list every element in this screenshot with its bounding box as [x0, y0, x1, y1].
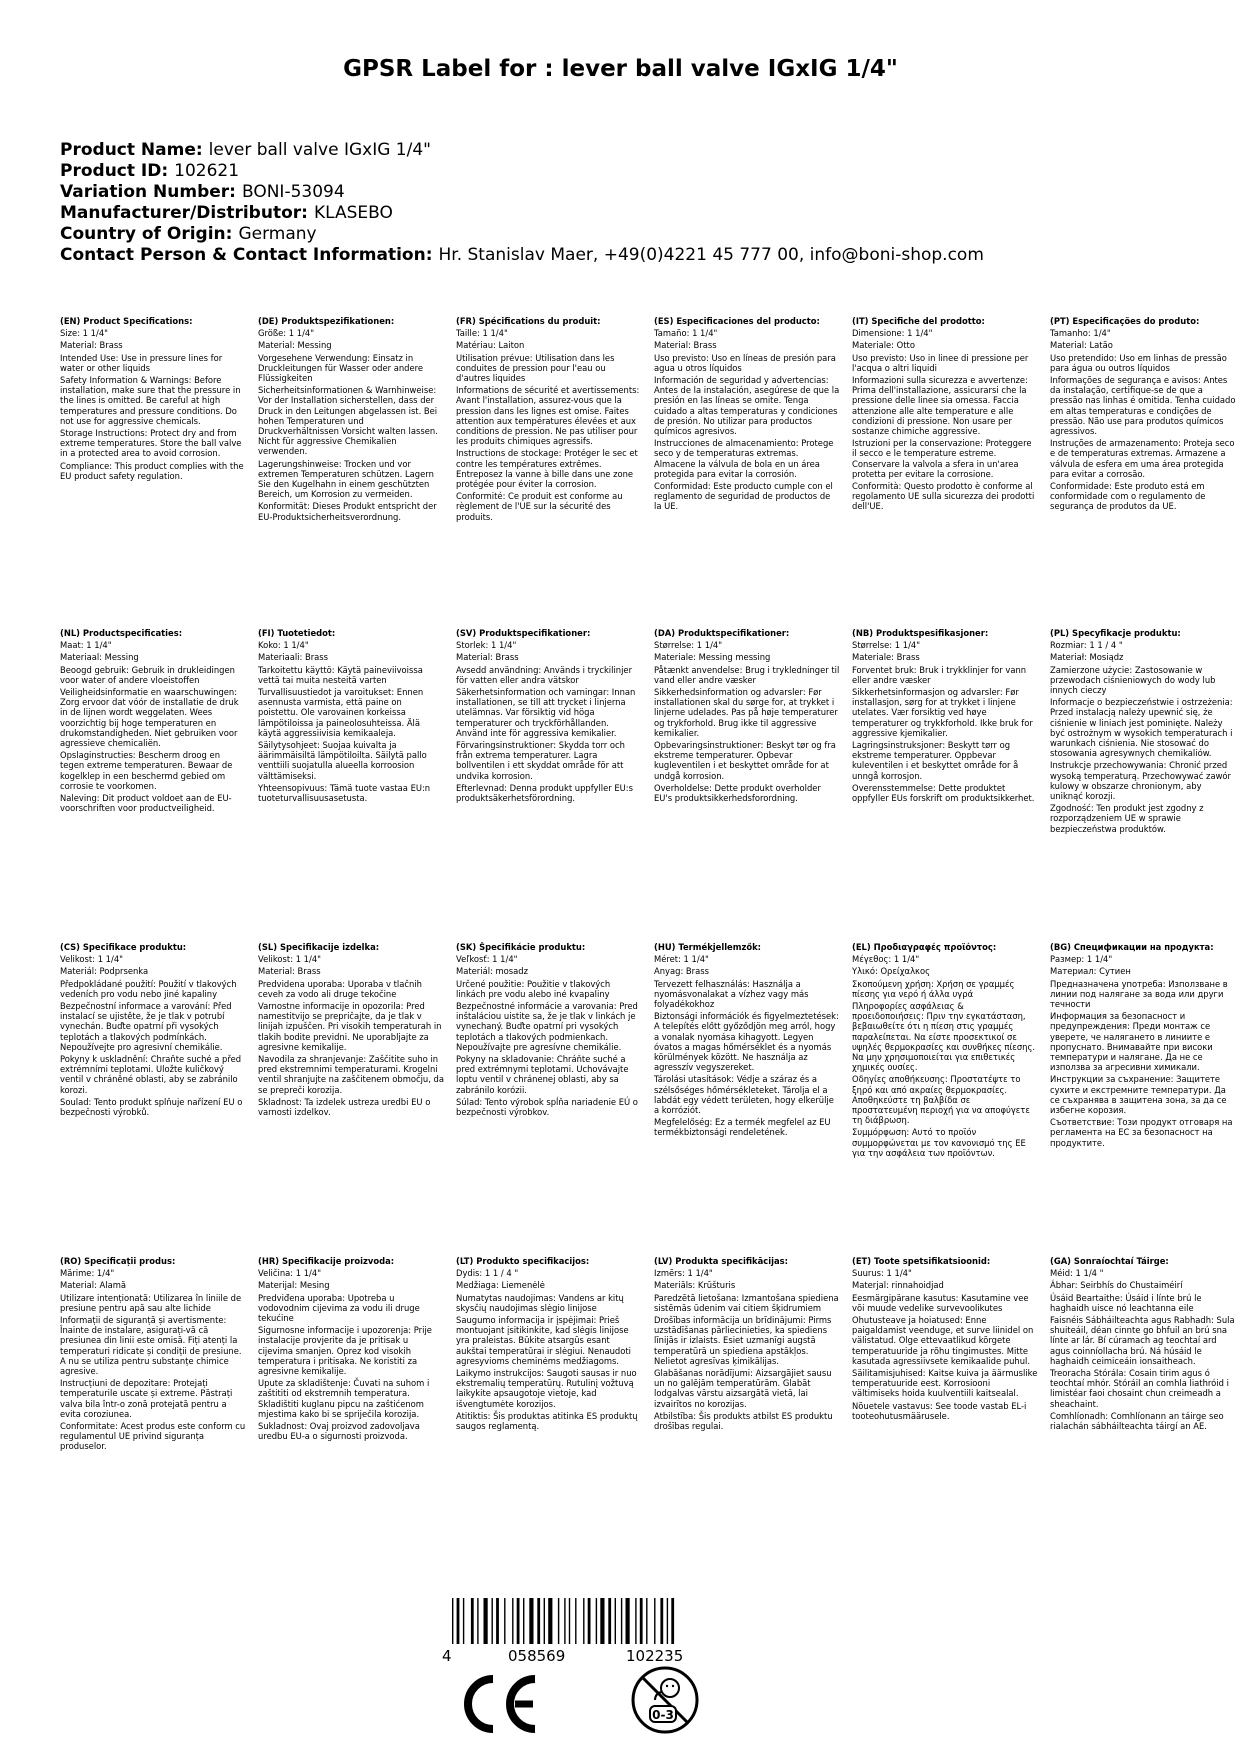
contact-row	[60, 245, 984, 266]
spec-line: Размер: 1 1/4"	[1050, 954, 1113, 965]
age-warning-svg	[630, 1664, 700, 1736]
product-id-row	[60, 161, 984, 182]
spec-block	[60, 942, 258, 1256]
spec-heading: (SV) Produktspecifikationer:	[456, 628, 591, 638]
spec-line: Zgodność: Ten produkt jest zgodny z rozporządzeniem UE w sprawie bezpieczeństwa produktów.	[1050, 803, 1204, 834]
spec-line: Intended Use: Use in pressure lines for water or other liquids	[60, 352, 223, 373]
spec-line: Предназначена употреба: Използване в линии под налягане за вода или други течности	[1050, 978, 1228, 1010]
spec-line: Varnostne informacije in opozorila: Pred namestitvijo se prepričajte, da je tlak v linijah izpuščen. Pri visokih temperaturah in tlakih bodite previdni. Ne uporabljajte za agresivne kemikalije.	[258, 1001, 442, 1052]
spec-line: Tarkoitettu käyttö: Käytä paineviivoissa vettä tai muita nesteitä varten	[258, 664, 423, 685]
spec-line: Conformitate: Acest produs este conform cu regulamentul UE privind siguranța produselor.	[60, 1421, 246, 1452]
spec-line: Nõuetele vastavus: See toode vastab EL-i tooteohutusmäärusele.	[852, 1400, 1027, 1421]
spec-line: Matériau: Laiton	[456, 340, 525, 351]
barcode-digits-left: 058569	[508, 1647, 566, 1665]
spec-line: Dimensione: 1 1/4"	[852, 328, 933, 339]
spec-heading: (HU) Termékjellemzők:	[654, 942, 762, 952]
specifications-grid	[60, 316, 1240, 1586]
spec-heading: (BG) Спецификации на продукта:	[1050, 942, 1214, 952]
spec-line: Size: 1 1/4"	[60, 328, 108, 339]
country-of-origin-row	[60, 224, 984, 245]
spec-block	[258, 316, 456, 628]
spec-line: Medžiaga: Liemenėlė	[456, 1280, 545, 1291]
spec-line: Beoogd gebruik: Gebruik in drukleidingen voor water of andere vloeistoffen	[60, 664, 235, 685]
product-info	[60, 140, 984, 266]
spec-block	[654, 316, 852, 628]
spec-line: Materiál: mosadz	[456, 966, 528, 977]
barcode-bar	[583, 1598, 584, 1644]
spec-block	[852, 316, 1050, 628]
spec-line: Atitiktis: Šis produktas atitinka ES produktų saugos reglamentą.	[456, 1410, 638, 1432]
info-value: Germany	[238, 224, 317, 244]
spec-line: Skladnost: Ta izdelek ustreza uredbi EU o varnosti izdelkov.	[258, 1096, 431, 1118]
spec-line: Ábhar: Seirbhís do Chustaiméirí	[1050, 1280, 1183, 1291]
spec-line: Instruções de armazenamento: Proteja seco e de temperaturas extremas. Armazene a válvula de esfera em uma área protegida para evitar a corrosão.	[1050, 438, 1235, 479]
barcode-bar	[635, 1598, 636, 1644]
spec-line: Compliance: This product complies with the EU product safety regulation.	[60, 460, 244, 481]
spec-line: Conformità: Questo prodotto è conforme al regolamento UE sulla sicurezza dei prodotti dell'UE.	[852, 481, 1035, 512]
spec-heading: (LV) Produkta specifikācijas:	[654, 1256, 788, 1266]
spec-line: Säkerhetsinformation och varningar: Innan installationen, se till att trycket i linjerna utelämnas. Var försiktig vid höga temperaturer och tryckförhållanden. Använd inte för aggressiva kemikalier.	[456, 687, 636, 738]
spec-line: Συμμόρφωση: Αυτό το προϊόν συμμορφώνεται με τον κανονισμό της ΕΕ για την ασφάλεια των προϊόντων.	[852, 1127, 1026, 1158]
spec-line: Uso previsto: Uso en líneas de presión para agua u otros líquidos	[654, 352, 836, 373]
barcode-bar	[548, 1598, 552, 1644]
variation-number-row	[60, 182, 984, 203]
barcode-bar	[512, 1598, 513, 1644]
barcode-bar	[596, 1598, 597, 1644]
product-name-row	[60, 140, 984, 161]
spec-line: Méid: 1 1/4 "	[1050, 1268, 1104, 1279]
spec-line: Υλικό: Ορείχαλκος	[852, 966, 931, 977]
spec-line: Soulad: Tento produkt splňuje nařízení EU o bezpečnosti výrobků.	[60, 1096, 243, 1118]
spec-line: Material: Latão	[1050, 340, 1113, 351]
page-title: GPSR Label for : lever ball valve IGxIG 1/4"	[343, 56, 898, 82]
spec-line: Съответствие: Този продукт отговаря на регламента на ЕС за безопасност на продуктите.	[1050, 1117, 1233, 1148]
barcode-bar	[608, 1598, 611, 1644]
spec-line: Material: Messing	[258, 340, 332, 351]
spec-line: Instrukcje przechowywania: Chronić przed wysoką temperaturą. Przechowywać zawór kulowy w obszarze chronionym, aby uniknąć korozji.	[1050, 760, 1231, 802]
spec-line: Anyag: Brass	[654, 966, 709, 977]
spec-block	[1050, 1256, 1241, 1586]
spec-line: Material: Brass	[654, 340, 717, 351]
spec-line: Sigurnosne informacije i upozorenja: Prije instalacije provjerite da je pritisak u cijevima smanjen. Oprez kod visokih temperatura i pritisaka. Ne koristiti za agresivne kemikalije.	[258, 1325, 432, 1377]
barcode-bar	[660, 1598, 663, 1644]
barcode-bar	[477, 1598, 478, 1644]
spec-line: Dydis: 1 1 / 4 "	[456, 1268, 519, 1279]
manufacturer-row	[60, 203, 984, 224]
barcode-bar	[588, 1598, 591, 1644]
barcode-bar	[471, 1598, 474, 1644]
spec-line: Turvallisuustiedot ja varoitukset: Ennen asennusta varmista, että paine on poistettu. Ole varovainen korkeissa lämpötiloissa ja paineolosuhteissa. Älä käytä aggressiivisia kemikaaleja.	[258, 687, 424, 738]
spec-line: Atbilstība: Šis produkts atbilst ES produktu drošības regulai.	[654, 1410, 833, 1432]
spec-heading: (IT) Specifiche del prodotto:	[852, 316, 985, 326]
spec-heading: (FI) Tuotetiedot:	[258, 628, 336, 638]
spec-line: Overholdelse: Dette produkt overholder EU's produktsikkerhedsforordning.	[654, 782, 821, 804]
barcode	[440, 1598, 760, 1665]
spec-line: Μέγεθος: 1 1/4"	[852, 954, 920, 965]
spec-heading: (DE) Produktspezifikationen:	[258, 316, 395, 326]
spec-line: Maat: 1 1/4"	[60, 640, 112, 651]
spec-line: Predviđena uporaba: Upotreba u vodovodnim cijevima za vodu ili druge tekućine	[258, 1292, 420, 1324]
spec-line: Material: Brass	[456, 652, 519, 663]
spec-line: Ohutusteave ja hoiatused: Enne paigaldamist veenduge, et surve liinidel on välistatud. Olge ettevaatlikud kõrgete temperatuuride ja rõhu tingimustes. Mitte kasutada agressiivsete kemikaalide puhul.	[852, 1315, 1034, 1366]
spec-line: Laikymo instrukcijos: Saugoti sausas ir nuo ekstremalių temperatūrų. Rutulinį vožtuvą laikykite apsaugotoje vietoje, kad išvengtumėte korozijos.	[456, 1368, 637, 1409]
barcode-bar	[484, 1598, 488, 1644]
spec-line: Tamaño: 1 1/4"	[654, 328, 718, 339]
spec-line: Utilisation prévue: Utilisation dans les conduites de pression pour l'eau ou d'autres liquides	[456, 352, 615, 384]
barcode-bar	[667, 1598, 668, 1644]
spec-line: Informations de sécurité et avertissements: Avant l'installation, assurez-vous que la pression dans les lignes est omise. Faites attention aux températures élevées et aux conditions de pression. Ne pas utiliser pour les produits chimiques agressifs.	[456, 385, 640, 447]
age-warning-icon	[630, 1664, 700, 1740]
spec-line: Informacje o bezpieczeństwie i ostrzeżenia: Przed instalacją należy upewnić się, że ciśnienie w liniach jest pominięte. Należy być ostrożnym w wysokich temperaturach i warunkach ciśnienia. Nie stosować do stosowania agresywnych chemikaliów.	[1050, 697, 1233, 759]
spec-block	[456, 316, 654, 628]
spec-line: Tervezett felhasználás: Használja a nyomásvonalakat a vízhez vagy más folyadékokhoz	[654, 978, 809, 1010]
barcode-bar	[558, 1598, 559, 1644]
spec-block	[1050, 942, 1241, 1256]
spec-line: Sikkerhetsinformasjon og advarsler: Før installasjon, sørg for at trykket i linjene utelates. Vær forsiktig ved høye temperaturer og trykkforhold. Ikke bruk for aggressive kjemikalier.	[852, 687, 1033, 738]
spec-line: Utilizare intenționată: Utilizarea în liniile de presiune pentru apă sau alte lichide	[60, 1292, 242, 1313]
spec-line: Materiale: Messing messing	[654, 652, 771, 663]
spec-line: Lagerungshinweise: Trocken und vor extremen Temperaturen schützen. Lagern Sie den Kugelhahn in einem geschützten Bereich, um Korrosion zu vermeiden.	[258, 458, 434, 500]
info-label: Product ID:	[60, 161, 169, 181]
barcode-bar	[569, 1598, 570, 1644]
spec-line: Instructions de stockage: Protéger le sec et contre les températures extrêmes. Entreposez la vanne à bille dans une zone protégée pour éviter la corrosion.	[456, 448, 638, 490]
spec-line: Информация за безопасност и предупреждения: Преди монтаж се уверете, че налягането в линиите е пропуснато. Внимавайте при високи температури и налягане. Да не се използва за агресивни химикали.	[1050, 1011, 1213, 1073]
spec-block	[852, 628, 1050, 942]
info-label: Manufacturer/Distributor:	[60, 203, 308, 223]
spec-line: Mărime: 1/4"	[60, 1268, 115, 1279]
spec-line: Opslaginstructies: Bescherm droog en tegen extreme temperaturen. Bewaar de kogelklep in een beschermd gebied om corrosie te voorkomen.	[60, 750, 233, 791]
spec-block	[456, 1256, 654, 1586]
spec-line: Velikost: 1 1/4"	[60, 954, 124, 965]
spec-line: Størrelse: 1 1/4"	[654, 640, 723, 651]
spec-line: Materijal: Mesing	[258, 1280, 330, 1291]
spec-line: Konformität: Dieses Produkt entspricht der EU-Produktsicherheitsverordnung.	[258, 501, 437, 522]
spec-line: Uso previsto: Uso in linee di pressione per l'acqua o altri liquidi	[852, 352, 1029, 373]
spec-line: Instrucțiuni de depozitare: Protejați temperaturile uscate și extreme. Păstrați valva bila într-o zonă protejată pentru a evita coroziunea.	[60, 1378, 233, 1419]
info-value: KLASEBO	[313, 203, 393, 223]
spec-line: Súlad: Tento výrobok spĺňa nariadenie EÚ o bezpečnosti výrobkov.	[456, 1096, 638, 1118]
ce-mark-svg	[457, 1673, 541, 1735]
spec-line: Tárolási utasítások: Védje a száraz és a szélsőséges hőmérsékleteket. Tárolja el a labdát egy védett területen, hogy elkerülje a korróziót.	[654, 1074, 834, 1116]
spec-line: Инструкции за съхранение: Защитете сухите и екстремните температури. Да се съхранява в защитена зона, за да се избегне корозия.	[1050, 1074, 1227, 1116]
spec-line: Předpokládané použití: Použití v tlakových vedeních pro vodu nebo jiné kapaliny	[60, 978, 237, 999]
spec-line: Størrelse: 1 1/4"	[852, 640, 921, 651]
spec-line: Efterlevnad: Denna produkt uppfyller EU:s produktsäkerhetsförordning.	[456, 782, 633, 804]
barcode-bar	[529, 1598, 533, 1644]
spec-line: Bezpečnostné informácie a varovania: Pred inštaláciou uistite sa, že je tlak v linkách je vynechaný. Buďte opatrní pri vysokých teplotách a tlakových podmienkach. Nepoužívajte pre agresívne chemikálie.	[456, 1001, 638, 1052]
spec-line: Pokyny k uskladnění: Chraňte suché a před extrémními teplotami. Uložte kuličkový ventil v chráněné oblasti, aby se zabránilo korozi.	[60, 1054, 242, 1095]
spec-line: Material: Brass	[60, 340, 123, 351]
barcode-bar	[575, 1598, 576, 1644]
spec-line: Sicherheitsinformationen & Warnhinweise: Vor der Installation sicherstellen, dass der Druck in den Leitungen abgelassen ist. Bei hohen Temperaturen und Druckverhältnissen Vorsicht walten lassen. Nicht für aggressive Chemikalien verwenden.	[258, 385, 438, 457]
spec-line: Sukladnost: Ovaj proizvod zadovoljava uredbu EU-a o sigurnosti proizvoda.	[258, 1421, 420, 1442]
spec-line: Storlek: 1 1/4"	[456, 640, 517, 651]
spec-heading: (NB) Produktspesifikasjoner:	[852, 628, 989, 638]
spec-line: Izmērs: 1 1/4"	[654, 1268, 713, 1279]
barcode-bar	[615, 1598, 616, 1644]
barcode-bar	[492, 1598, 493, 1644]
barcode-digits-right: 102235	[626, 1647, 684, 1665]
spec-line: Velikost: 1 1/4"	[258, 954, 322, 965]
spec-heading: (LT) Produkto specifikacijos:	[456, 1256, 590, 1266]
spec-heading: (EN) Product Specifications:	[60, 316, 193, 326]
barcode-bar	[621, 1598, 622, 1644]
spec-block	[654, 628, 852, 942]
spec-line: Comhlíonadh: Comhlíonann an táirge seo rialachán sábháilteachta táirgí an AE.	[1050, 1410, 1224, 1432]
spec-heading: (SL) Specifikacije izdelka:	[258, 942, 380, 952]
spec-line: Taille: 1 1/4"	[456, 328, 508, 339]
barcode-digit-prefix: 4	[442, 1647, 452, 1665]
spec-line: Sikkerhedsinformation og advarsler: Før installationen skal du sørge for, at trykket i linjerne udelades. Pas på høje temperaturer og trykforhold. Brug ikke til aggressive kemikalier.	[654, 687, 838, 738]
spec-line: Naleving: Dit product voldoet aan de EU-voorschriften voor productveiligheid.	[60, 793, 232, 814]
spec-heading: (GA) Sonraíochtaí Táirge:	[1050, 1256, 1169, 1266]
spec-heading: (PT) Especificações do produto:	[1050, 316, 1200, 326]
spec-line: Informații de siguranță și avertismente: Înainte de instalare, asigurați-vă că presiunea din linii este omisă. Fiți atenți la temperaturi ridicate și condiții de presiune. A nu se utiliza pentru substanțe chimice agresive.	[60, 1315, 242, 1377]
barcode-bar	[517, 1598, 520, 1644]
spec-block	[258, 1256, 456, 1586]
spec-line: Predvidena uporaba: Uporaba v tlačnih ceveh za vodo ali druge tekočine	[258, 978, 422, 999]
spec-line: Conformité: Ce produit est conforme au règlement de l'UE sur la sécurité des produits.	[456, 491, 623, 522]
spec-line: Materiale: Brass	[852, 652, 920, 663]
spec-line: Conformidad: Este producto cumple con el reglamento de seguridad de productos de la UE.	[654, 481, 833, 512]
spec-line: Материал: Сутиен	[1050, 966, 1131, 977]
spec-line: Materjal: rinnahoidjad	[852, 1280, 944, 1291]
spec-line: Påtænkt anvendelse: Brug i trykledninger til vand eller andre væsker	[654, 664, 840, 685]
spec-line: Upute za skladištenje: Čuvati na suhom i zaštititi od ekstremnih temperatura. Skladištiti kuglanu pipcu na zaštićenom mjestima kako bi se spriječila korozija.	[258, 1378, 430, 1419]
info-value: BONI-53094	[241, 182, 345, 202]
barcode-bar	[671, 1598, 674, 1644]
barcode-bars	[440, 1598, 760, 1648]
barcode-bar	[537, 1598, 540, 1644]
barcode-bar	[496, 1598, 499, 1644]
spec-line: Storage Instructions: Protect dry and from extreme temperatures. Store the ball valve in a protected area to avoid corrosion.	[60, 428, 242, 459]
spec-block	[456, 942, 654, 1256]
spec-line: Paredzētā lietošana: Izmantošana spiediena sistēmās ūdenim vai citiem šķidrumiem	[654, 1292, 839, 1313]
spec-block	[456, 628, 654, 942]
barcode-bar	[457, 1598, 460, 1644]
barcode-bar	[600, 1598, 604, 1644]
spec-heading: (FR) Spécifications du produit:	[456, 316, 601, 326]
spec-block	[1050, 628, 1241, 942]
spec-line: Informazioni sulla sicurezza e avvertenze: Prima dell'installazione, assicurarsi che la pressione delle linee sia omessa. Faccia attenzione alle alte temperature e alle condizioni di pressione. Non usare per sostanze chimiche aggressive.	[852, 375, 1028, 437]
info-value: 102621	[174, 161, 240, 181]
info-value: lever ball valve IGxIG 1/4"	[208, 140, 431, 160]
spec-line: Numatytas naudojimas: Vandens ar kitų skysčių naudojimas slėgio linijose	[456, 1292, 624, 1313]
info-value: Hr. Stanislav Maer, +49(0)4221 45 777 00, info@boni-shop.com	[438, 245, 984, 265]
spec-block	[60, 1256, 258, 1586]
spec-line: Avsedd användning: Används i tryckilinjer för vatten eller andra vätskor	[456, 664, 633, 685]
spec-line: Méret: 1 1/4"	[654, 954, 709, 965]
spec-line: Eesmärgipärane kasutus: Kasutamine vee või muude vedelike survevoolikutes	[852, 1292, 1029, 1313]
spec-block	[654, 942, 852, 1256]
spec-block	[852, 942, 1050, 1256]
spec-block	[654, 1256, 852, 1586]
spec-heading: (CS) Specifikace produktu:	[60, 942, 187, 952]
spec-line: Veľkosť: 1 1/4"	[456, 954, 518, 965]
spec-line: Zamierzone użycie: Zastosowanie w przewodach ciśnieniowych do wody lub innych cieczy	[1050, 664, 1216, 696]
spec-line: Materiaal: Messing	[60, 652, 139, 663]
barcode-bar	[504, 1598, 505, 1644]
spec-line: Πληροφορίες ασφάλειας & προειδοποιήσεις: Πριν την εγκατάσταση, βεβαιωθείτε ότι η πίεση στις γραμμές παραλείπεται. Να είστε προσεκτικοί σε υψηλές θερμοκρασίες και συνθήκες πίεσης. Να μην χρησιμοποιείται για επιθετικές χημικές ουσίες.	[852, 1001, 1036, 1073]
barcode-bar	[523, 1598, 524, 1644]
spec-line: Instrucciones de almacenamiento: Protege seco y de temperaturas extremas. Almacene la válvula de bola en un área protegida para evitar la corrosión.	[654, 438, 834, 479]
spec-line: Bezpečnostní informace a varování: Před instalací se ujistěte, že je tlak v potrubí vynechán. Buďte opatrní při vysokých teplotách a tlakových podmínkách. Nepoužívejte pro agresivní chemikálie.	[60, 1001, 232, 1052]
barcode-bar	[544, 1598, 545, 1644]
spec-heading: (PL) Specyfikacje produktu:	[1050, 628, 1181, 638]
spec-line: Σκοπούμενη χρήση: Χρήση σε γραμμές πίεσης για νερό ή άλλα υγρά	[852, 978, 1015, 999]
spec-line: Información de seguridad y advertencias: Antes de la instalación, asegúrese de que la presión en las líneas se omite. Tenga cuidado a altas temperaturas y condiciones de presión. No utilizar para productos químicos agresivos.	[654, 375, 840, 437]
spec-line: Materiál: Podprsenka	[60, 966, 149, 977]
spec-block	[258, 628, 456, 942]
spec-line: Opbevaringsinstruktioner: Beskyt tør og fra ekstreme temperaturer. Opbevar kugleventilen i et beskyttet område for at undgå korrosion.	[654, 740, 836, 781]
spec-line: Biztonsági információk és figyelmeztetések: A telepítés előtt győződjön meg arról, hogy a vonalak nyomása kihagyott. Legyen óvatos a magas hőmérséklet és a nyomás körülmények között. Ne használja az agresszív vegyszereket.	[654, 1011, 839, 1073]
spec-block	[258, 942, 456, 1256]
spec-heading: (SK) Špecifikácie produktu:	[456, 942, 586, 952]
spec-line: Overensstemmelse: Dette produktet oppfyller EUs forskrift om produktsikkerhet.	[852, 782, 1035, 804]
spec-line: Drošības informācija un brīdinājumi: Pirms uzstādīšanas pārliecinieties, ka spiediens līnijās ir izlaists. Esiet uzmanīgi augstā temperatūrā un spiediena apstākļos. Nelietot agresīvas ķimikālijas.	[654, 1315, 832, 1366]
spec-line: Materiaali: Brass	[258, 652, 329, 663]
barcode-bar	[646, 1598, 647, 1644]
spec-line: Förvaringsinstruktioner: Skydda torr och från extrema temperaturer. Lagra bollventilen i ett skyddat område för att undvika korrosion.	[456, 740, 625, 781]
spec-line: Istruzioni per la conservazione: Proteggere il secco e le temperature estreme. Conservare la valvola a sfera in un'area protetta per evitare la corrosione.	[852, 438, 1032, 479]
ce-mark-icon	[457, 1673, 541, 1739]
spec-line: Veličina: 1 1/4"	[258, 1268, 322, 1279]
spec-line: Úsáid Beartaithe: Úsáid i línte brú le haghaidh uisce nó leachtanna eile	[1050, 1292, 1202, 1313]
spec-line: Material: Brass	[258, 966, 321, 977]
spec-line: Materiale: Otto	[852, 340, 915, 351]
info-label: Variation Number:	[60, 182, 236, 202]
barcode-bar	[654, 1598, 655, 1644]
spec-heading: (EL) Προδιαγραφές προϊόντος:	[852, 942, 997, 952]
spec-line: Suurus: 1 1/4"	[852, 1268, 912, 1279]
spec-line: Informações de segurança e avisos: Antes da instalação, certifique-se de que a pressão nas linhas é omitida. Tenha cuidado em altas temperaturas e condições de pressão. Não use para produtos químicos agressivos.	[1050, 375, 1236, 437]
spec-line: Säilitamisjuhised: Kaitse kuiva ja äärmuslike temperatuuride eest. Korrosiooni vältimiseks hoida kuulventiili kaitsealal.	[852, 1368, 1038, 1399]
spec-line: Materiāls: Krūšturis	[654, 1280, 736, 1291]
barcode-bar	[463, 1598, 464, 1644]
barcode-bar	[640, 1598, 643, 1644]
spec-line: Safety Information & Warnings: Before installation, make sure that the pressure in the lines is omitted. Be careful at high temperatures and pressure conditions. Do not use for aggressive chemicals.	[60, 375, 241, 426]
spec-line: Navodila za shranjevanje: Zaščitite suho in pred ekstremnimi temperaturami. Krogelni ventil shranjujte na zaščitenem območju, da se prepreči korozija.	[258, 1054, 445, 1095]
spec-line: Vorgesehene Verwendung: Einsatz in Druckleitungen für Wasser oder andere Flüssigkeiten	[258, 352, 424, 384]
spec-line: Určené použitie: Použitie v tlakových linkách pre vodu alebo iné kvapaliny	[456, 978, 611, 999]
spec-line: Megfelelőség: Ez a termék megfelel az EU termékbiztonsági rendeletének.	[654, 1117, 831, 1138]
spec-line: Faisnéis Sábháilteachta agus Rabhadh: Sula shuiteáil, déan cinnte go bhfuil an brú sna línte ar lár. Bí cúramach ag teochtaí ard agus coinníollacha brú. Ná húsáid le haghaidh ceimiceáin ionsaitheach.	[1050, 1315, 1235, 1366]
barcode-bar	[564, 1598, 565, 1644]
spec-heading: (NL) Productspecificaties:	[60, 628, 183, 638]
spec-line: Treoracha Stórála: Cosain tirim agus ó teochtaí mhór. Stóráil an comhla liathróid i limistéar faoi chosaint chun creimeadh a sheachaint.	[1050, 1368, 1229, 1409]
spec-line: Saugumo informacija ir įspėjimai: Prieš montuojant įsitikinkite, kad slėgis linijose yra praleistas. Būkite atsargūs esant aukštai temperatūrai ir slėgiui. Nenaudoti agresyvioms cheminėms medžiagoms.	[456, 1315, 631, 1366]
spec-block	[60, 316, 258, 628]
info-label: Country of Origin:	[60, 224, 233, 244]
spec-line: Yhteensopivuus: Tämä tuote vastaa EU:n tuoteturvallisuusasetusta.	[258, 782, 431, 804]
spec-line: Rozmiar: 1 1 / 4 "	[1050, 640, 1123, 651]
spec-line: Pokyny na skladovanie: Chráňte suché a pred extrémnymi teplotami. Uchovávajte loptu ventil v chránenej oblasti, aby sa zabránilo korózii.	[456, 1054, 629, 1095]
spec-line: Uso pretendido: Uso em linhas de pressão para água ou outros líquidos	[1050, 352, 1227, 373]
spec-heading: (ES) Especificaciones del producto:	[654, 316, 820, 326]
info-label: Contact Person & Contact Information:	[60, 245, 433, 265]
spec-line: Tamanho: 1/4"	[1050, 328, 1111, 339]
spec-line: Lagringsinstruksjoner: Beskytt tørr og ekstreme temperaturer. Oppbevar kuleventilen i et beskyttet område for å unngå korrosjon.	[852, 740, 1019, 781]
spec-line: Glabāšanas norādījumi: Aizsargājiet sausu un no galējām temperatūrām. Glabāt lodgalvas vārstu aizsargātā vietā, lai izvairītos no korozijas.	[654, 1368, 832, 1409]
spec-line: Größe: 1 1/4"	[258, 328, 315, 339]
barcode-bar	[626, 1598, 630, 1644]
spec-line: Materiał: Mosiądz	[1050, 652, 1124, 663]
spec-block	[60, 628, 258, 942]
spec-line: Forventet bruk: Bruk i trykklinjer for vann eller andre væsker	[852, 664, 1027, 685]
spec-line: Conformidade: Este produto está em conformidade com o regulamento de segurança de produtos da UE.	[1050, 481, 1206, 512]
info-label: Product Name:	[60, 140, 203, 160]
spec-line: Säilytysohjeet: Suojaa kuivalta ja äärimmäisiltä lämpötiloilta. Säilytä pallo venttiili suojatulla alueella korroosion välttämiseksi.	[258, 740, 427, 781]
barcode-bar	[452, 1598, 453, 1644]
spec-line: Material: Alamă	[60, 1280, 126, 1291]
spec-heading: (DA) Produktspecifikationer:	[654, 628, 790, 638]
spec-heading: (ET) Toote spetsifikatsioonid:	[852, 1256, 991, 1266]
spec-line: Veiligheidsinformatie en waarschuwingen: Zorg ervoor dat vóór de installatie de druk in de lijnen wordt weggelaten. Wees voorzichtig bij hoge temperaturen en drukomstandigheden. Niet gebruiken voor agressieve chemicaliën.	[60, 687, 239, 749]
spec-heading: (RO) Specificații produs:	[60, 1256, 176, 1266]
spec-block	[1050, 316, 1241, 628]
spec-block	[852, 1256, 1050, 1586]
spec-line: Οδηγίες αποθήκευσης: Προστατέψτε το ξηρό και από ακραίες θερμοκρασίες. Αποθηκεύστε τη βαλβίδα σε προστατευμένη περιοχή για να αποφύγετε τη διάβρωση.	[852, 1074, 1030, 1126]
age-range-text: 0-3	[652, 1708, 674, 1722]
spec-heading: (HR) Specifikacije proizvoda:	[258, 1256, 395, 1266]
spec-line: Koko: 1 1/4"	[258, 640, 309, 651]
